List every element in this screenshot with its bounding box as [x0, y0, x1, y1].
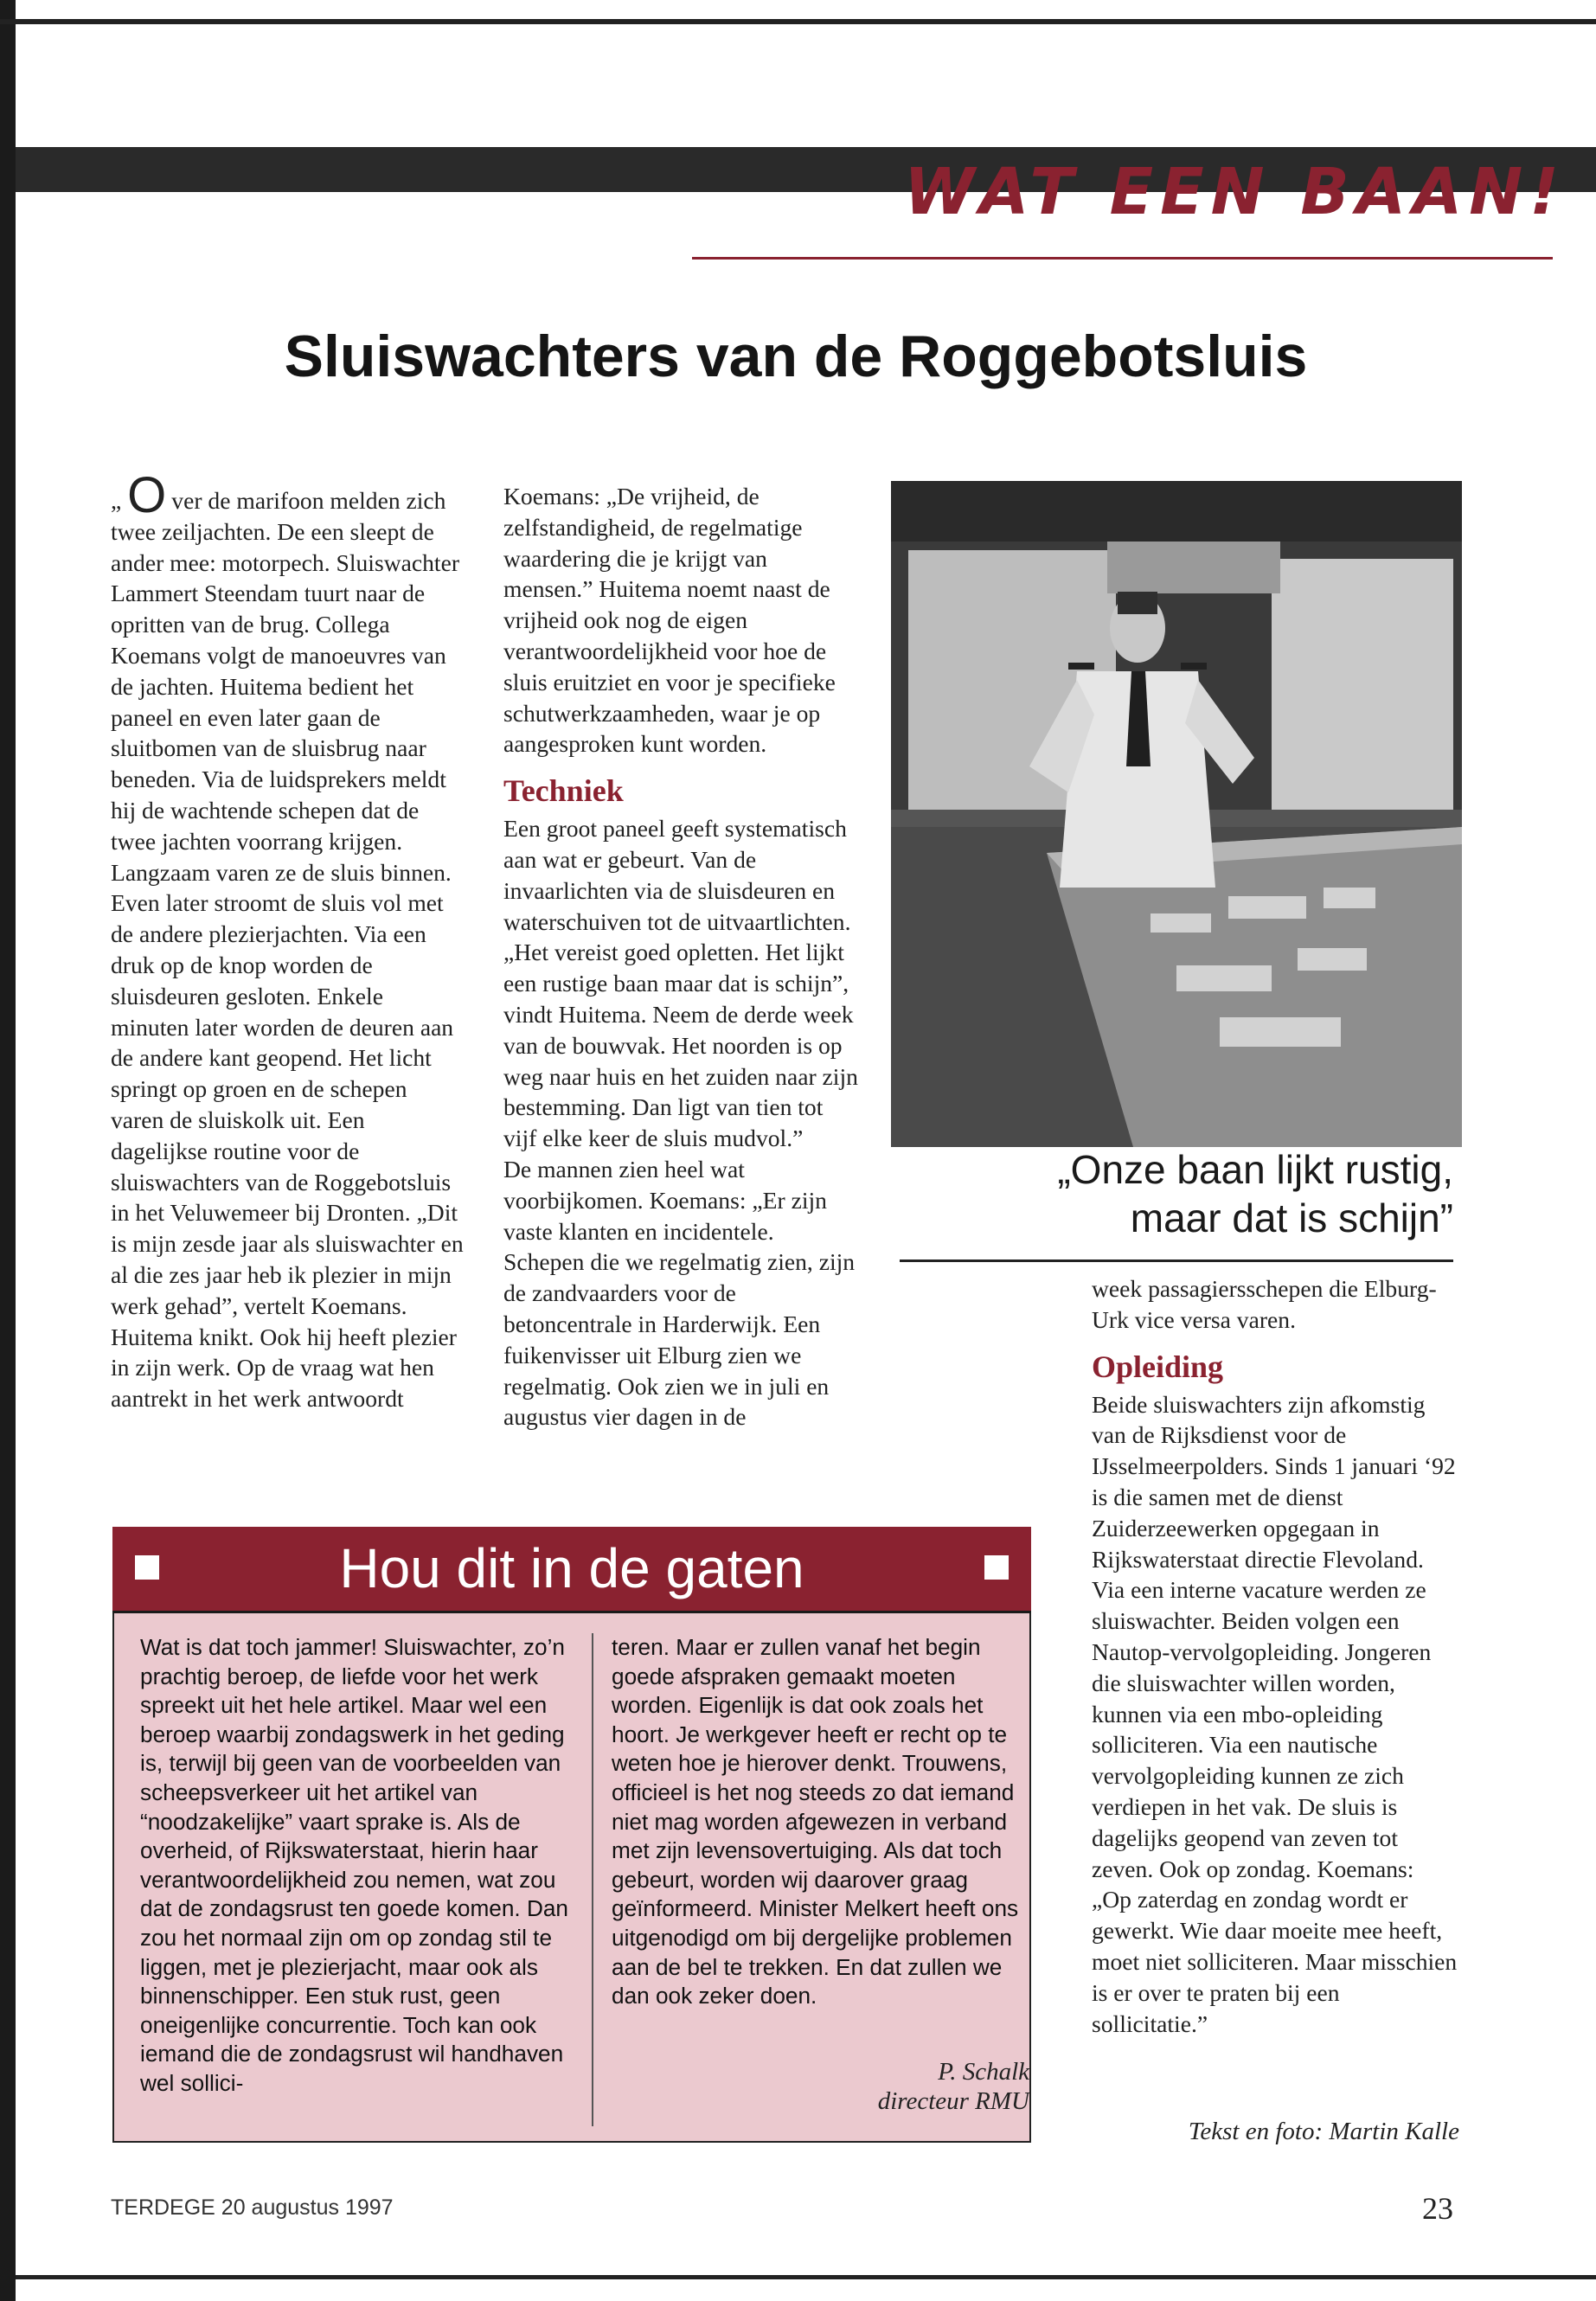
scan-edge [0, 0, 16, 2301]
subhead-opleiding: Opleiding [1092, 1349, 1224, 1384]
article-photo [891, 481, 1462, 1147]
column-3-paragraph-1: week passagiersschepen die Elburg-Urk vice versa varen. [1092, 1275, 1437, 1333]
kicker-rule [692, 257, 1553, 260]
sidebar-divider [592, 1633, 593, 2126]
signature-name: P. Schalk [938, 2058, 1029, 2086]
opening-quote: „ [111, 487, 122, 514]
section-kicker: WAT EEN BAAN! [904, 155, 1566, 229]
column-2-paragraph-1: Koemans: „De vrijheid, de zelfstandigheid, de regelmatige waardering die je krijgt van mensen.” Huitema noemt naast de vrijheid ook nog de eigen verantwoordelijkheid voor hoe de sluis eruitziet en voor je specifieke schutwerkzaamheden, waar je op aangesproken kunt worden. [503, 483, 836, 758]
column-1-text: ver de marifoon melden zich twee zeiljachten. De een sleept de ander mee: motorpech. Sluiswachter Lammert Steendam tuurt naar de opritten van de brug. Collega Koemans volgt de manoeuvres van de jachten. Huitema bedient het paneel en even later gaan de sluitbomen van de sluisbrug naar beneden. Via de luidsprekers meldt hij de wachtende schepen dat de twee jachten voorrang krijgen. Langzaam varen ze de sluis binnen. Even later stroomt de sluis vol met de andere plezierjachten. Via een druk op de knop worden de sluisdeuren gesloten. Enkele minuten later worden de deuren aan de andere kant geopend. Het licht springt op groen en de schepen varen de sluiskolk uit. Een dagelijkse routine voor de sluiswachters van de Roggebotsluis in het Veluwemeer bij Dronten. „Dit is mijn zesde jaar als sluiswachter en al die zes jaar heb ik plezier in mijn werk gehad”, vertelt Koemans. Huitema knikt. Ook hij heeft plezier in zijn werk. Op de vraag wat hen aantrekt in het werk antwoordt [111, 487, 464, 1413]
pull-quote-line-2: maar dat is schijn” [1130, 1195, 1453, 1240]
sidebar-column-1: Wat is dat toch jammer! Sluiswachter, zo’n prachtig beroep, de liefde voor het werk spreekt uit het hele artikel. Maar wel een beroep waarbij zondagswerk in het geding is, terwijl bij geen van de voorbeelden van scheepsverkeer uit het artikel van “noodzakelijke” vaart sprake is. Als de overheid, of Rijkswaterstaat, hierin haar verantwoordelijkheid zou nemen, wat zou dat de zondagsrust ten goede komen. Dan zou het normaal zijn om op zondag stil te liggen, met je plezierjacht, maar ook als binnenschipper. Een stuk rust, geen oneigenlijke concurrentie. Toch kan ook iemand die de zondagsrust wil handhaven wel sollici- [140, 1634, 568, 2096]
column-2-paragraph-2: Een groot paneel geeft systematisch aan wat er gebeurt. Van de invaarlichten via de sluisdeuren en waterschuiven tot de uitvaartlichten. „Het vereist goed opletten. Het lijkt een rustige baan maar dat is schijn”, vindt Huitema. Neem de derde week van de bouwvak. Het noorden is op weg naar huis en het zuiden naar zijn bestemming. Dan ligt van tien tot vijf elke keer de sluis mudvol.” [503, 815, 858, 1152]
column-3-paragraph-2: Beide sluiswachters zijn afkomstig van de Rijksdienst voor de IJsselmeerpolders. Sinds 1 januari ‘92 is die samen met de dienst Zuiderzeewerken opgegaan in Rijkswaterstaat directie Flevoland. Via een interne vacature werden ze sluiswachter. Beiden volgen een Nautop-vervolgopleiding. Jongeren die sluiswachter willen worden, kunnen via een mbo-opleiding solliciteren. Via een nautische vervolgopleiding kunnen ze zich verdiepen in het vak. De sluis is dagelijks geopend van zeven tot zeven. Ook op zondag. Koemans: „Op zaterdag en zondag wordt er gewerkt. Wie daar moeite mee heeft, moet niet solliciteren. Maar misschien is er over te praten bij een sollicitatie.” [1092, 1390, 1458, 2037]
article-column-1 [111, 467, 465, 1414]
sidebar-header [112, 1527, 1031, 1613]
signature-title: directeur RMU [877, 2087, 1029, 2115]
top-rule [0, 19, 1596, 24]
drop-cap: O [127, 467, 167, 523]
page-number: 23 [1422, 2191, 1453, 2226]
article-column-2 [503, 481, 858, 1433]
pull-quote-rule [900, 1259, 1453, 1262]
photo-sluiswachter-at-control-panel [891, 481, 1462, 1147]
column-2-paragraph-3: De mannen zien heel wat voorbijkomen. Koemans: „Er zijn vaste klanten en incidentele. Schepen die we regelmatig zien, zijn de zandvaarders voor de betoncentrale in Harderwijk. Een fuikenvisser uit Elburg zien we regelmatig. Ook zien we in juli en augustus vier dagen in de [503, 1155, 856, 1431]
sidebar-column-2: teren. Maar er zullen vanaf het begin goede afspraken gemaakt moeten worden. Eigenlijk is dat ook zoals het hoort. Je werkgever heeft er recht op te weten hoe je hierover denkt. Trouwens, officieel is het nog steeds zo dat iemand niet mag worden afgewezen in verband met zijn levensovertuiging. Als dat toch gebeurt, worden wij daarover graag geïnformeerd. Minister Melkert heeft ons uitgenodigd om bij dergelijke problemen aan de bel te trekken. En dat zullen we dan ook zeker doen. [612, 1634, 1019, 2009]
bottom-rule [16, 2275, 1596, 2279]
square-bullet-icon [984, 1555, 1009, 1580]
sidebar-title: Hou dit in de gaten [339, 1537, 804, 1599]
footer-publication: TERDEGE 20 augustus 1997 [111, 2195, 394, 2220]
article-column-3 [1092, 1273, 1459, 2039]
pull-quote-line-1: „Onze baan lijkt rustig, [1057, 1147, 1453, 1192]
pull-quote [900, 1145, 1453, 1242]
article-headline: Sluiswachters van de Roggebotsluis [284, 324, 1308, 389]
subhead-techniek: Techniek [503, 773, 624, 809]
photo-text-credit: Tekst en foto: Martin Kalle [1188, 2118, 1459, 2145]
sidebar-signature [779, 2057, 1029, 2116]
